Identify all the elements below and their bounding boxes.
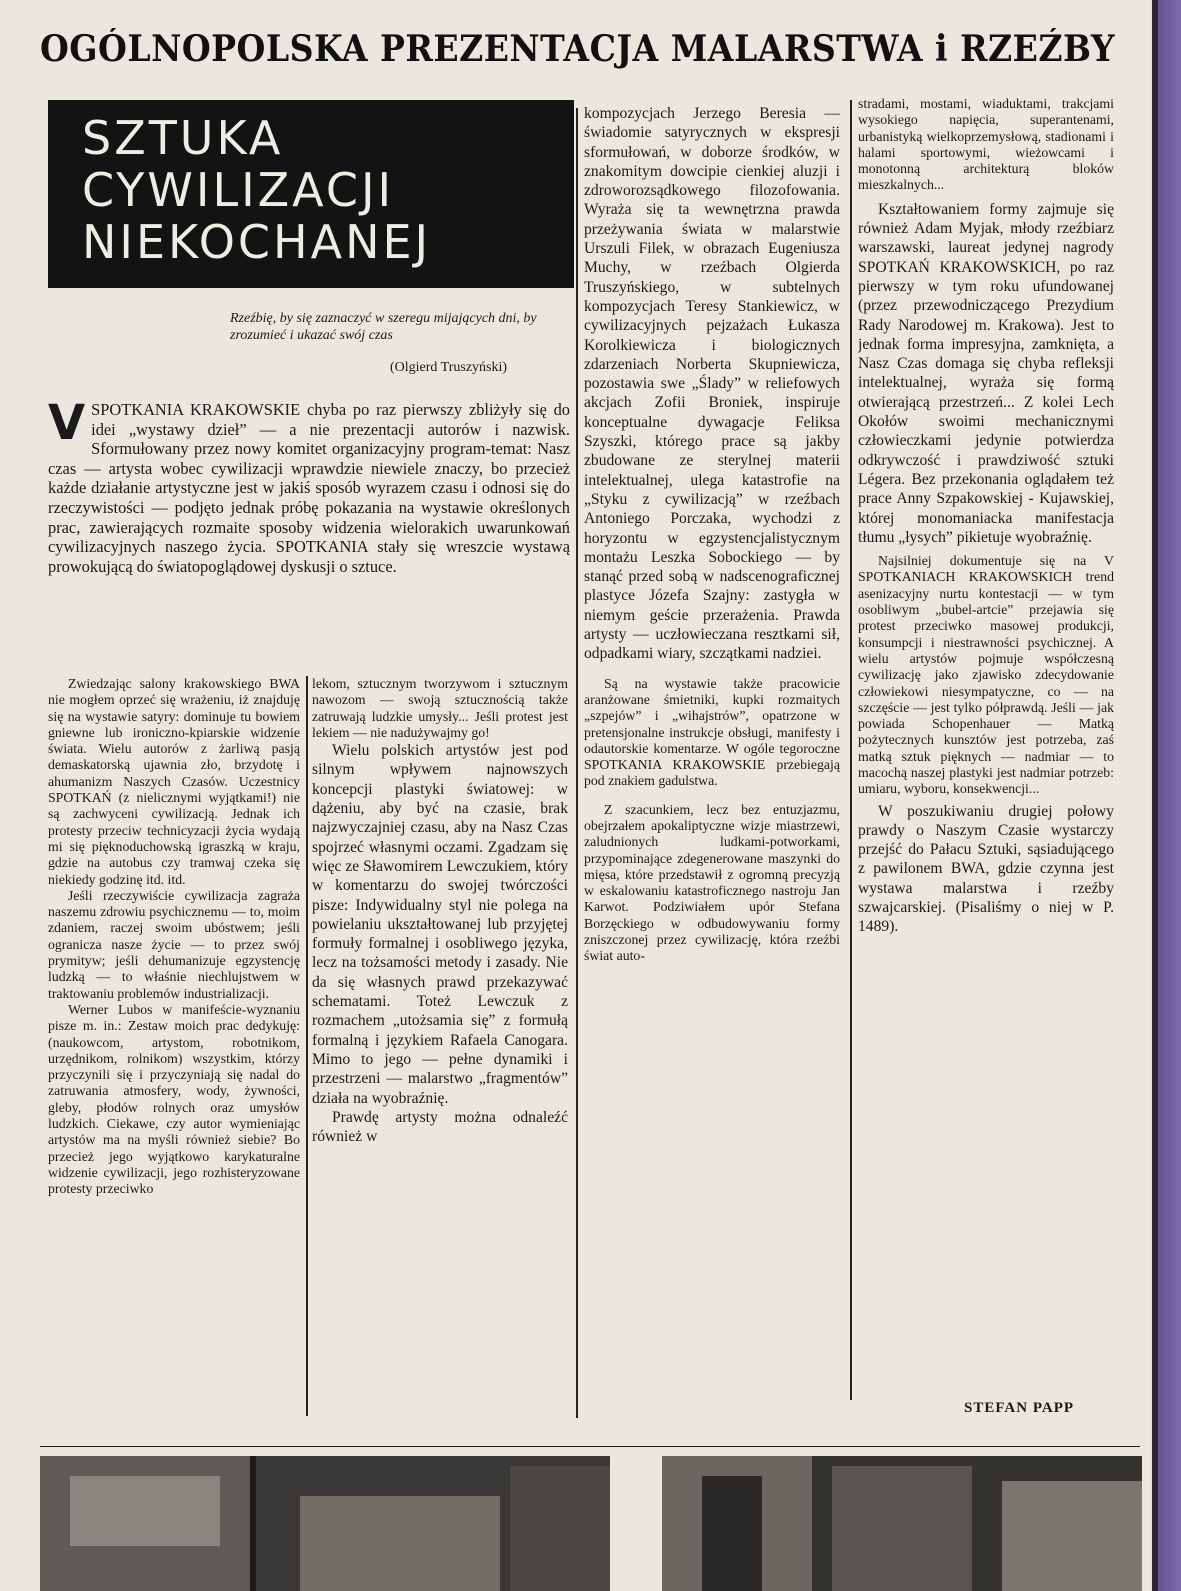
column-1 [48,676,300,1436]
column-rule [850,100,852,1400]
lead-dropcap: V [48,400,86,451]
column-1-paragraph: Jeśli rzeczywiście cywilizacja zagraża naszemu zdrowiu psychicznemu — to, moim zdaniem, raczej swoim ubóstwem; jeśli ogranicza nasze życie — to przez swój prymityw; jeśli dehumanizuje egzystencję ludzką — to właśnie niechlujstwem w traktowaniu problemów industrializacji. [48,887,300,1001]
page-edge [1152,0,1181,1591]
column-4-paragraph: Kształtowaniem formy zajmuje się również Adam Myjak, młody rzeźbiarz warszawski, laureat jedynej nagrody SPOTKAŃ KRAKOWSKICH, po raz pierwszy w tym roku ufundowanej (przez przewodniczącego Prezydium Rady Narodowej m. Krakowa). Jest to jednak forma impresyjna, zamknięta, a Nasz Czas domaga się chyba refleksji intelektualnej, wyraża się formą otwierającą przestrzeń... Z kolei Lech Okołów swoimi mechanicznymi człowieczkami jedynie potwierdza odkrywczość i prawdziwość sztuki Légera. Bez przekonania oglądałem też prace Anny Szpakowskiej - Kujawskiej, której monomaniacka manifestacja tłumu „łysych” pikietuje wyobraźnię. [858,200,1114,546]
article-title-line-2: CYWILIZACJI [82,163,395,217]
column-rule [576,108,578,1418]
column-2 [312,676,568,1416]
exhibition-photo-left [40,1456,610,1591]
bottom-rule [40,1446,1140,1447]
column-1-paragraph: Werner Lubos w manifeście-wyznaniu pisze m. in.: Zestaw moich prac dedykuję: (naukowcom, artystom, robotnikom, urzędnikom, rolnikom) wszystkim, którzy przyczynili się i przyczyniają się nadal do zatruwania atmosfery, wody, żywności, gleby, płodów rolnych oraz umysłów ludzkich. Ciekawe, czy autor wymieniając artystów ma na myśli również siebie? Bo przecież jego wyjątkowo karykaturalne widzenie cywilizacji, jego rozhisteryzowane protesty przeciwko [48,1001,300,1197]
column-rule [306,676,308,1416]
column-4-paragraph: W poszukiwaniu drugiej połowy prawdy o Naszym Czasie wystarczy przejść do Pałacu Sztuki, sąsiadującego z pawilonem BWA, gdzie czynna jest wystawa malarstwa i rzeźby szwajcarskiej. (Pisaliśmy o niej w P. 1489). [858,802,1114,936]
column-3 [584,104,840,1420]
column-4-paragraph: Najsilniej dokumentuje się na V SPOTKANIACH KRAKOWSKICH trend asenizacyjny nurtu kontestacji — w tym osobliwym „bubel-artcie” przejawia się protest przeciwko masowej produkcji, konsumpcji i niestrawności psychicznej. A wielu artystów pojmuje współczesną cywilizację jako zjawisko zdecydowanie człowiekowi niesympatyczne, co — na szczęście — jest tylko półprawdą. Jeśli — jak powiada Schopenhauer — Matką pożytecznych kunsztów jest potrzeba, zaś matką sztuk pięknych — nadmiar — to macochą naszej plastyki jest nadmiar potrzeb: umiaru, wyboru, konsekwencji... [858,553,1114,797]
motto-author: (Olgierd Truszyński) [390,360,508,375]
author-signature: STEFAN PAPP [964,1400,1075,1416]
column-3-paragraph: Z szacunkiem, lecz bez entuzjazmu, obejrzałem apokaliptyczne wizje miastrzewi, zaludnionych ludkami-potworkami, przypominające zdegenerowane maszynki do mięsa, które przedstawił z ogromną precyzją w eskalowaniu katastroficznego nastroju Jan Karwot. Podziwiałem upór Stefana Borzęckiego w odbudowywaniu formy zniszczonej przez cywilizację, która rzeźbi świat auto- [584,801,840,964]
lead-text: SPOTKANIA KRAKOWSKIE chyba po raz pierwszy zbliżyły się do idei „wystawy dzieł” — a nie prezentacji autorów i nazwisk. Sformułowany przez nowy komitet organizacyjny program-temat: Nasz czas — artysta wobec cywilizacji wprawdzie niewiele znaczy, bo przecież każde działanie artystyczne jest w jakiś sposób wyrazem czasu i odnosi się do rzeczywistości — podjęto jednak próbę pokazania na wystawie określonych prac, zawierających rozmaite sposoby widzenia wielorakich uwarunkowań cywilizacyjnych naszego życia. SPOTKANIA stały się wreszcie wystawą prowokującą do światopoglądowej dyskusji o sztuce. [48,400,570,576]
column-3-paragraph: kompozycjach Jerzego Beresia — świadomie satyrycznych w ekspresji sformułowań, w doborze środków, w znakomitym dowcipie cienkiej aluzji i zdroworozsądkowego filozofowania. Wyraża się ta wewnętrzna prawda przeżywania świata w malarstwie Urszuli Filek, w obrazach Eugeniusza Muchy, w rzeźbach Olgierda Truszyńskiego, w subtelnych kompozycjach Teresy Stankiewicz, w cywilizacyjnych pejzażach Łukasza Korolkiewicza i biologicznych zdarzeniach Norberta Skupniewicza, pozostawia swe „Ślady” w reliefowych akcjach Zofii Broniek, inspiruje konceptualne dywagacje Feliksa Szyszki, którego prace są jakby zbudowane ze sterylnej materii intelektualnej, ulega katastrofie na „Styku z cywilizacją” w rzeźbach Antoniego Porczaka, wychodzi z horyzontu w egzystencjalistycznym montażu Leszka Sobockiego — by stanąć przed sobą w nadscenograficznej plastyce Józefa Szajny: zastygła w niemym geście przerażenia. Prawda artysty — uczłowieczana resztkami sił, odpadkami wiary, szczątkami nadziei. [584,105,840,663]
article-title-box [48,100,574,288]
column-4 [858,96,1114,1396]
column-2-paragraph: lekom, sztucznym tworzywom i sztucznym nawozom — swoją sztucznością także zatruwają ludzkie umysły... Jeśli protest jest lekiem — nie nadużywajmy go! [312,676,568,740]
lead-paragraph [48,400,570,662]
motto-quote: Rzeźbię, by się zaznaczyć w szeregu mijających dni, by zrozumieć i ukazać swój czas [230,311,537,343]
article-title-line-3: NIEKOCHANEJ [82,215,432,269]
column-3-paragraph: Są na wystawie także pracowicie aranżowane śmietniki, kupki rozmaitych „szpejów” i „wihajstrów”, opatrzone w pretensjonalne instrukcje obsługi, manifesty i odautorskie komentarze. W ogóle tegoroczne SPOTKANIA KRAKOWSKIE przebiegają pod znakiem gadulstwa. [584,675,840,789]
column-1-paragraph: Zwiedzając salony krakowskiego BWA nie mogłem oprzeć się wrażeniu, iż znajduję się na wystawie satyry: dominuje tu bowiem gniewne lub ironiczno-kpiarskie widzenie świata. Wielu autorów z żarliwą pasją demaskatorską ujawnia zło, brzydotę i ahumanizm Naszych Czasów. Uczestnicy SPOTKAŃ (z nielicznymi wyjątkami!) nie są zachwyceni cywilizacją. Jednak ich protesty przeciw technicyzacji życia wydają mi się pięknoduchowską igraszką w kraju, gdzie na autobus czy tramwaj czeka się niekiedy godzinę itd. itd. [48,676,300,887]
article-title-line-1: SZTUKA [82,111,284,165]
column-2-paragraph: Wielu polskich artystów jest pod silnym wpływem najnowszych koncepcji plastyki światowej: w dążeniu, aby być na czasie, brak najzwyczajniej czasu, aby na Nasz Czas spojrzeć własnymi oczami. Zgadzam się więc ze Sławomirem Lewczukiem, który w komentarzu do swojej twórczości pisze: Indywidualny styl nie polega na powielaniu ukształtowanej lub przyjętej formuły formalnej i osobliwego języka, lecz na tożsamości metody i zasady. Nie da się własnych prawd przekazywać schematami. Toteż Lewczuk z rozmachem „utożsamia się” z formułą formalną i językiem Rafaela Canogara. Mimo to jego — pełne dynamiki i przestrzeni — malarstwo „fragmentów” działa na wyobraźnię. [312,742,568,1107]
exhibition-photo-right [662,1456,1142,1591]
column-4-paragraph: stradami, mostami, wiaduktami, trakcjami wysokiego napięcia, superantenami, urbanistyką wielkoprzemysłową, stadionami i halami sportowymi, wieżowcami i monotonną architekturą bloków mieszkalnych... [858,96,1114,193]
column-2-paragraph: Prawdę artysty można odnaleźć również w [312,1108,568,1146]
section-header: OGÓLNOPOLSKA PREZENTACJA MALARSTWA i RZEŹBY [40,28,1116,70]
